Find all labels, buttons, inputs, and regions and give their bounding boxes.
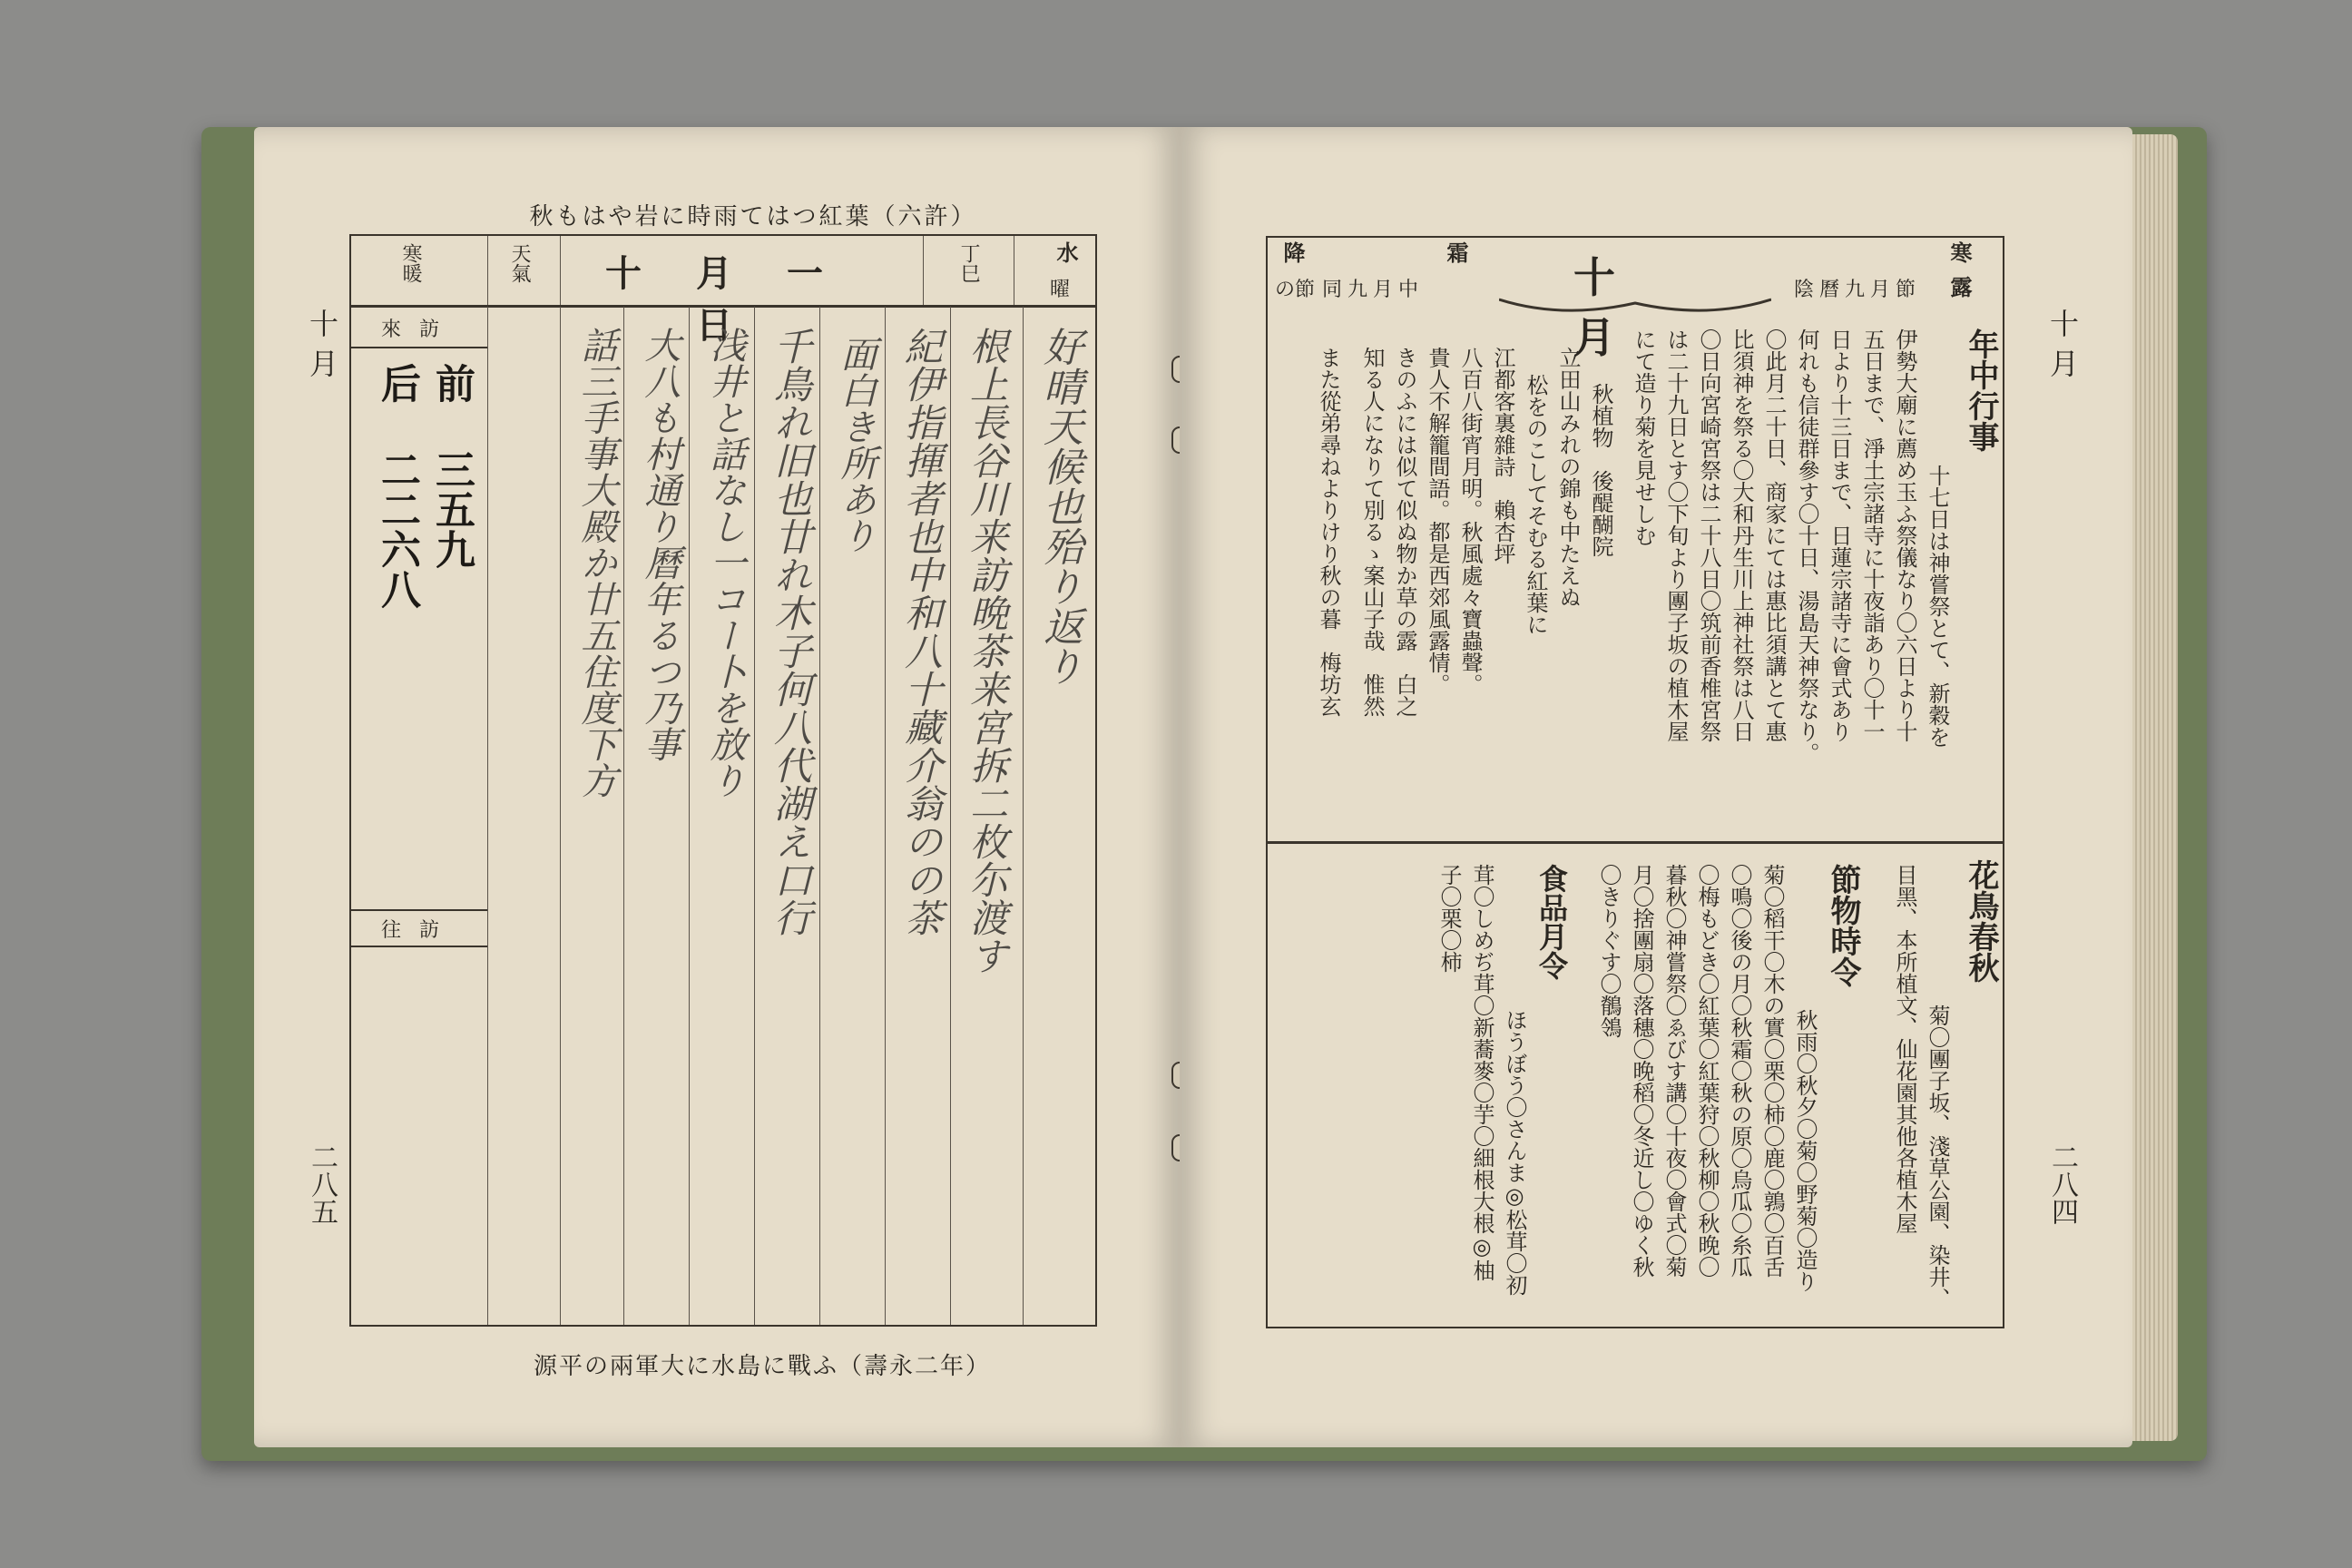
right-page [1180, 127, 2132, 1447]
poem-line: きのふには似て似ぬ物か草の露 白之 [1392, 347, 1417, 717]
diary-line: 千鳥れ旧也廿れ木子何八代湖え口行 [769, 327, 813, 936]
almanac-frame [1266, 236, 2004, 1328]
right-side-month: 十月 [2045, 309, 2080, 388]
events-column: 何れも信徒群參す〇十日、湯島天神祭なり。 [1794, 328, 1819, 764]
poem-line: 松をのこしてそむる紅葉に [1523, 374, 1548, 635]
left-footer-note: 源平の兩軍大に水島に戰ふ（壽永二年） [533, 1353, 991, 1380]
weekday-label: 曜 [1050, 279, 1071, 301]
diary-line: 大八も村通り曆年るつ乃事 [639, 327, 681, 762]
season-left-term: 降 [1279, 241, 1306, 263]
date-heading: 十月一日 [605, 252, 877, 347]
events-heading: 年中行事 [1963, 328, 1999, 452]
left-page [254, 127, 1180, 1447]
season-middle-term: 霜 [1443, 241, 1469, 263]
visitor-out-label: 往訪 [380, 919, 457, 942]
events-column: は二十九日とす〇下旬より團子坂の植木屋 [1663, 328, 1689, 742]
season-right-note: 陰曆九月節 [1794, 279, 1922, 301]
events-column: 〇日向宮崎宮祭は二十八日〇筑前香椎宮祭 [1696, 328, 1721, 742]
title-ornament [1499, 290, 1771, 318]
poem-line: 秋植物 後醍醐院 [1588, 383, 1613, 557]
right-page-number: 二八四 [2046, 1143, 2078, 1225]
season-right-term: 寒露 [1946, 241, 1973, 310]
diary-line: 紀伊指揮者也中和八十藏介翁のの茶 [899, 327, 944, 936]
page-edges [2128, 134, 2178, 1441]
events-column: 日より十三日まで、日蓮宗諸寺に會式あり [1827, 328, 1852, 742]
diary-line: 好晴天候也殆り返り [1036, 327, 1083, 686]
food-heading: 食品月令 [1534, 864, 1569, 980]
left-page-number: 二八五 [306, 1143, 338, 1225]
visitor-in-label: 來訪 [380, 318, 457, 341]
poem-line: また從弟尋ねよりけり秋の暮 梅坊玄 [1316, 347, 1341, 717]
food-column: 茸〇しめぢ茸〇新蕎麥〇芋〇細根大根◎柚 [1469, 864, 1494, 1281]
season-left-note: の節 [1275, 279, 1316, 301]
events-column: にて造り菊を見せしむ [1631, 328, 1656, 546]
seasonal-column: 秋雨〇秋夕〇菊〇野菊〇造り [1792, 1009, 1818, 1292]
flowers-column: 菊〇團子坂、淺草公園、染井、 [1925, 1004, 1950, 1309]
flowers-heading: 花鳥春秋 [1963, 859, 1999, 983]
events-column: 五日まで、淨土宗諸寺に十夜詣あり〇十一 [1859, 328, 1885, 742]
poem-line: 江都客裏雜詩 賴杏坪 [1490, 347, 1515, 564]
season-middle-note: 同九月中 [1322, 279, 1425, 301]
weather-label: 天氣 [508, 243, 531, 283]
month-title: 十月 [1573, 253, 1697, 362]
events-column: 十七日は神嘗祭とて、新穀を [1925, 465, 1950, 748]
seasonal-column: 〇梅もどき〇紅葉〇紅葉狩〇秋柳〇秋晚〇 [1694, 864, 1720, 1278]
diary-line: 浅井と話なし一コー卜を放り [704, 327, 746, 799]
diary-frame [349, 234, 1097, 1327]
seasonal-column: 〇きりぐす〇鶺鴒 [1596, 864, 1622, 1038]
weekday-value: 水 [1053, 241, 1079, 263]
poem-line: 知る人になりて別るゝ案山子哉 惟然 [1359, 347, 1385, 717]
kanshi: 丁巳 [957, 243, 980, 283]
temp-label: 寒暖 [399, 243, 422, 283]
seasonal-column: 菊〇稻干〇木の實〇栗〇柿〇鹿〇鶉〇百舌 [1759, 864, 1785, 1278]
left-side-month: 十月 [305, 309, 339, 388]
seasonal-column: 月〇捨團扇〇落穗〇晚稻〇冬近し〇ゆく秋 [1629, 864, 1654, 1278]
events-column: 伊勢大廟に薦め玉ふ祭儀なり〇六日より十 [1892, 328, 1917, 742]
seasonal-column: 〇鳴〇後の月〇秋霜〇秋の原〇烏瓜〇糸瓜 [1727, 864, 1752, 1278]
seasonal-heading: 節物時令 [1825, 864, 1861, 987]
diary-line: 根上長谷川来訪晩茶来宮拆二枚尓渡す [965, 327, 1009, 975]
visitor-entry: 后 二二六八 [374, 363, 420, 609]
visitor-entry: 前 三五九 [428, 363, 475, 569]
diary-line: 面白き所あり [835, 336, 877, 554]
left-header-poem: 秋もはや岩に時雨てはつ紅葉（六許） [529, 203, 977, 230]
poem-line: 立田山みれの錦も中たえぬ [1555, 347, 1581, 608]
events-column: 〇此月二十日、商家にては惠比須講とて惠 [1761, 328, 1787, 742]
events-column: 比須神を祭る〇大和丹生川上神社祭は八日 [1729, 328, 1754, 742]
flowers-column: 目黑、本所植文、仙花園其他各植木屋 [1892, 864, 1917, 1234]
poem-line: 貴人不解籠間語。都是西郊風露情。 [1425, 347, 1450, 695]
diary-line: 話三手事大殿か廿五住度下方 [575, 327, 617, 799]
food-column: 子〇栗〇柿 [1436, 864, 1462, 973]
seasonal-column: 暮秋〇神嘗祭〇ゑびす講〇十夜〇會式〇菊 [1661, 864, 1687, 1278]
poem-line: 八百八街宵月明。秋風處々寶蟲聲。 [1457, 347, 1483, 695]
food-column: ほうぼう〇さんま◎松茸〇初 [1502, 1009, 1527, 1296]
